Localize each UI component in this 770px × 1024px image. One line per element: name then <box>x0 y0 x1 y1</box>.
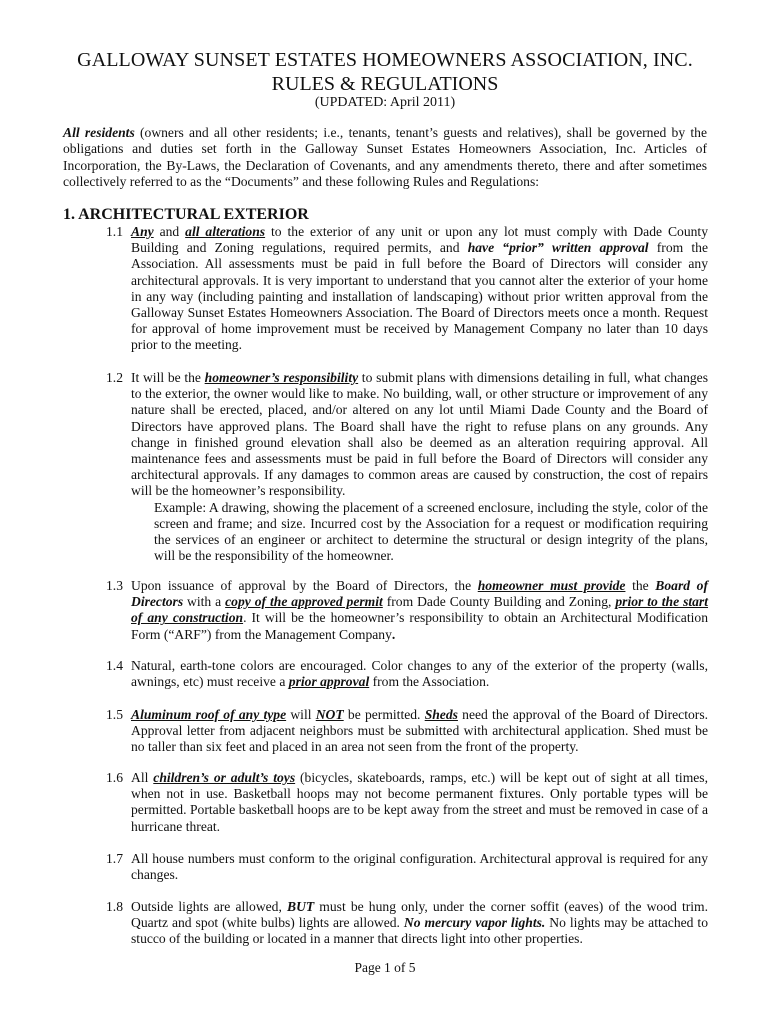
rule-item-1-6 <box>106 770 708 835</box>
rule-number: 1.5 <box>106 707 123 722</box>
rule-number: 1.1 <box>106 224 123 239</box>
rule-emphasis: BUT <box>287 899 315 914</box>
rule-fragment: from Dade County Building and Zoning, <box>382 594 616 610</box>
rule-number: 1.2 <box>106 370 123 385</box>
rule-example: Example: A drawing, showing the placement of a screened enclosure, including the style, color of the screen and frame; and size. Incurred cost by the Association for a request or modification requiring the services of an engineer or architect to determine the structural or design integrity of the plans, will be the responsibility of the homeowner. <box>154 499 708 564</box>
rule-text <box>131 224 708 354</box>
rule-item-1-3 <box>106 578 708 643</box>
rule-emphasis: children’s or adult’s toys <box>153 770 296 785</box>
rule-fragment: Natural, earth-tone colors are encouraged. Color changes to any of the exterior of the property (walls, awnings, etc) must receive a <box>131 658 708 690</box>
section-heading: 1. ARCHITECTURAL EXTERIOR <box>63 206 309 223</box>
rule-emphasis: Board of Directors <box>131 578 708 610</box>
rule-text: All house numbers must conform to the original configuration. Architectural approval is required for any changes. <box>131 851 708 883</box>
intro-paragraph <box>63 125 707 190</box>
rule-number: 1.7 <box>106 851 123 866</box>
intro-text: (owners and all other residents; i.e., tenants, tenant’s guests and relatives), shall be governed by the obligations and duties set forth in the Galloway Sunset Estates Homeowners Association, Inc. Articles of Incorporation, the By-Laws, the Declaration of Covenants, and any amendments thereto, there and after sometimes collectively referred to as the “Documents” and these following Rules and Regulations: <box>63 125 707 189</box>
rule-fragment: be permitted. <box>343 707 425 722</box>
rule-number: 1.3 <box>106 578 123 593</box>
rule-fragment: to the exterior of any unit or upon any lot must comply with Dade County Building and Zoning regulations, required permits, and <box>131 224 708 256</box>
rule-text <box>131 899 708 948</box>
rule-item-1-5 <box>106 707 708 756</box>
rule-text <box>131 770 708 835</box>
rule-emphasis: homeowner’s responsibility <box>204 370 359 385</box>
rule-fragment: need the approval of the Board of Directors. Approval letter from adjacent neighbors must be submitted with architectural application. Shed must be no taller than six feet and placed in an area not seen from the front of the property. <box>131 707 709 755</box>
rule-emphasis: Aluminum roof of any type <box>131 707 287 722</box>
rule-fragment: All <box>131 770 154 785</box>
rule-text <box>131 658 708 690</box>
document-title: GALLOWAY SUNSET ESTATES HOMEOWNERS ASSOCIATION, INC. <box>77 49 693 71</box>
rule-fragment: from the Association. <box>369 674 490 690</box>
rule-fragment: with a <box>183 594 226 610</box>
rule-fragment: will <box>286 707 316 722</box>
rule-number: 1.6 <box>106 770 123 785</box>
rule-item-1-4 <box>106 658 708 690</box>
rule-fragment: Upon issuance of approval by the Board of Directors, the <box>131 578 478 593</box>
rule-emphasis: prior to the start of any construction <box>131 594 709 626</box>
rule-emphasis: No mercury vapor lights. <box>403 915 546 931</box>
rule-number: 1.8 <box>106 899 123 914</box>
rule-item-1-7 <box>106 851 708 883</box>
page-number: Page 1 of 5 <box>354 960 416 975</box>
rule-emphasis: Sheds <box>424 707 458 722</box>
rule-emphasis: Any <box>131 224 154 239</box>
rule-fragment: and <box>153 224 186 239</box>
rule-emphasis: prior approval <box>288 674 370 690</box>
rule-emphasis: NOT <box>315 707 344 722</box>
rule-fragment: It will be the <box>131 370 205 385</box>
rule-emphasis: copy of the approved permit <box>225 594 383 610</box>
intro-lead: All residents <box>63 125 135 140</box>
rule-fragment: No lights may be attached to stucco of the building or located in a manner that directs light into other properties. <box>131 915 708 947</box>
document-subtitle: RULES & REGULATIONS <box>271 73 499 95</box>
rule-fragment: to submit plans with dimensions detailing in full, what changes to the exterior, the owner would like to make. No building, wall, or other structure or improvement of any nature shall be erected, placed, and/or altered on any lot until Miami Dade County and the Board of Directors have approved plans. The Board shall have the right to refuse plans on any grounds. Any change in finished ground elevation shall also be deemed as an alteration requiring approval. All maintenance fees and assessments must be paid in full before the Board of Directors will consider any architectural approvals. If any damages to common areas are caused by construction, the cost of repairs will be the homeowner’s responsibility. <box>131 370 708 499</box>
rule-text <box>131 707 708 756</box>
rule-fragment: must be hung only, under the corner soffit (eaves) of the wood trim. Quartz and spot (white bulbs) lights are allowed. <box>131 899 708 931</box>
rule-text <box>131 578 708 643</box>
rule-emphasis: all alterations <box>185 224 266 239</box>
rule-emphasis: homeowner must provide <box>477 578 626 593</box>
rule-fragment: the <box>625 578 656 593</box>
rule-fragment: . <box>391 626 396 642</box>
rule-fragment: Outside lights are allowed, <box>131 899 287 914</box>
updated-date: (UPDATED: April 2011) <box>314 95 456 110</box>
rule-fragment: (bicycles, skateboards, ramps, etc.) will be kept out of sight at all times, when not in use. Basketball hoops may not become permanent fixtures. Only portable types will be permitted. Portable basketball hoops are to be kept away from the street and must be removed in case of a hurricane threat. <box>131 770 708 834</box>
rule-item-1-2 <box>106 370 708 564</box>
rule-emphasis: have “prior” written approval <box>467 240 649 256</box>
rule-number: 1.4 <box>106 658 123 673</box>
rule-fragment: from the Association. All assessments must be paid in full before the Board of Directors will consider any architectural approvals. It is very important to understand that you cannot alter the exterior of your home in any way (including painting and installation of landscaping) without prior written approval from the Galloway Sunset Estates Homeowners Association. The Board of Directors meets once a month. Request for approval of home improvement must be received by Management Company no later than 10 days prior to the meeting. <box>131 240 708 353</box>
rule-item-1-8 <box>106 899 708 948</box>
rule-item-1-1 <box>106 224 708 354</box>
rule-fragment: . It will be the homeowner’s responsibility to obtain an Architectural Modification Form (“ARF”) from the Management Company <box>131 610 708 642</box>
rule-text <box>131 370 708 500</box>
